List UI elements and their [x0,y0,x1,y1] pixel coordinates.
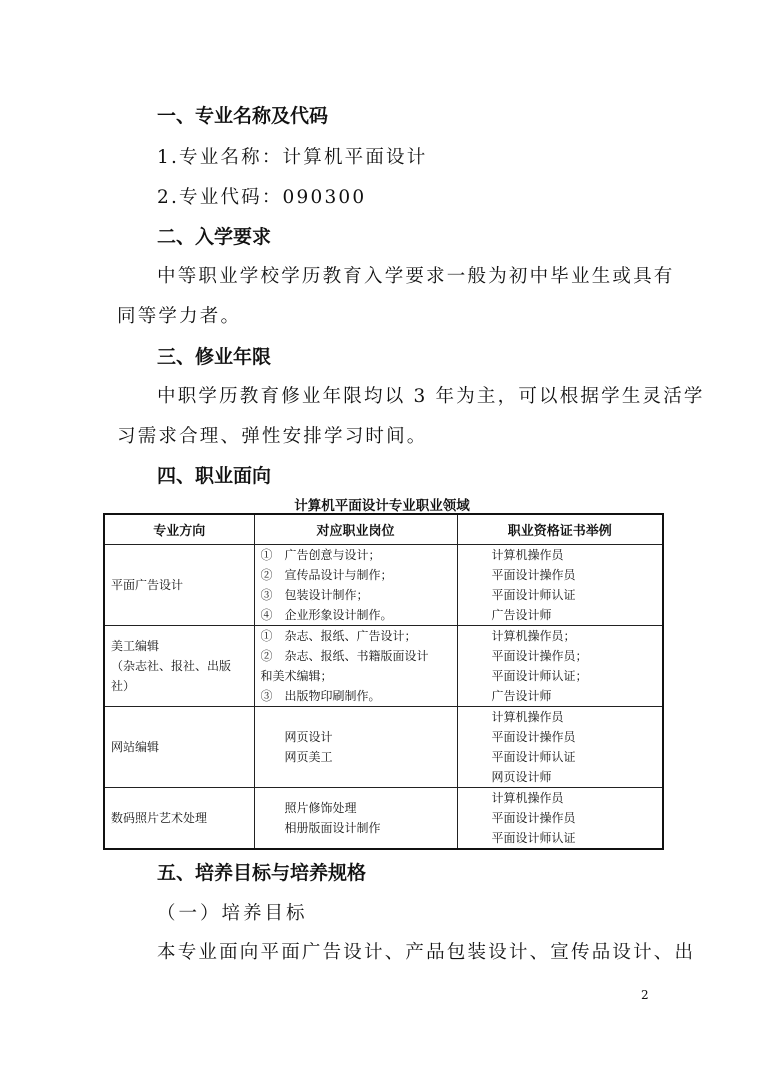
duration-text-line-2: 习需求合理、弹性安排学习时间。 [117,426,428,447]
post-item: 照片修饰处理 [284,801,357,815]
certs-cell [457,626,663,707]
admission-text-line-2: 同等学力者。 [117,306,242,327]
post-item: ③ 出版物印刷制作。 [260,689,381,703]
cert-item: 计算机操作员 [491,710,564,724]
posts-cell [254,788,457,850]
training-goal-text-line-1: 本专业面向平面广告设计、产品包装设计、宣传品设计、出 [157,942,696,963]
heading-section-4: 四、职业面向 [157,465,272,487]
direction-text: 社） [111,679,136,693]
column-header: 对应职业岗位 [254,514,457,545]
post-item: ③ 包装设计制作； [260,588,369,602]
subheading-training-goal: （一）培养目标 [157,903,308,924]
program-name-line: 1.专业名称：计算机平面设计 [157,147,428,168]
post-item: ② 宣传品设计与制作； [260,568,393,582]
table-row [104,545,663,626]
admission-text-line-1: 中等职业学校学历教育入学要求一般为初中毕业生或具有 [157,266,675,287]
posts-cell [254,626,457,707]
direction-cell [104,707,254,788]
cert-item: 平面设计操作员 [491,730,576,744]
posts-cell [254,545,457,626]
cert-item: 平面设计操作员 [491,568,576,582]
table-caption: 计算机平面设计专业职业领域 [294,498,470,514]
cert-item: 计算机操作员 [491,791,564,805]
direction-text: （杂志社、报社、出版 [111,659,232,673]
direction-text: 数码照片艺术处理 [111,811,208,825]
direction-text: 美工编辑 [111,639,160,653]
heading-section-2: 二、入学要求 [157,226,272,248]
cert-item: 平面设计师认证； [491,669,588,683]
post-item: ① 杂志、报纸、广告设计； [260,629,417,643]
cert-item: 平面设计师认证 [491,750,576,764]
program-code-line: 2.专业代码：090300 [157,187,367,208]
table-row [104,626,663,707]
post-item: 相册版面设计制作 [284,821,381,835]
cert-item: 计算机操作员； [491,629,576,643]
post-item: ④ 企业形象设计制作。 [260,608,393,622]
heading-section-3: 三、修业年限 [157,346,272,368]
direction-cell [104,626,254,707]
page-number: 2 [641,988,649,1002]
cert-item: 平面设计师认证 [491,588,576,602]
posts-cell [254,707,457,788]
direction-cell [104,545,254,626]
direction-text: 平面广告设计 [111,578,184,592]
cert-item: 广告设计师 [491,689,552,703]
heading-section-1: 一、专业名称及代码 [157,105,329,127]
post-item: 和美术编辑； [260,669,333,683]
table-header-row [104,514,663,545]
cert-item: 广告设计师 [491,608,552,622]
cert-item: 平面设计师认证 [491,831,576,845]
direction-text: 网站编辑 [111,740,160,754]
heading-section-5: 五、培养目标与培养规格 [157,862,367,884]
column-header: 专业方向 [104,514,254,545]
table-row [104,707,663,788]
cert-item: 平面设计操作员； [491,649,588,663]
certs-cell [457,788,663,850]
cert-item: 网页设计师 [491,770,552,784]
post-item: 网页设计 [284,730,333,744]
certs-cell [457,707,663,788]
post-item: 网页美工 [284,750,333,764]
cert-item: 平面设计操作员 [491,811,576,825]
duration-text-line-1: 中职学历教育修业年限均以 3 年为主，可以根据学生灵活学 [157,386,705,407]
table-row [104,788,663,850]
column-header: 职业资格证书举例 [457,514,663,545]
post-item: ① 广告创意与设计； [260,548,381,562]
post-item: ② 杂志、报纸、书籍版面设计 [260,649,429,663]
career-field-table [103,513,664,850]
cert-item: 计算机操作员 [491,548,564,562]
direction-cell [104,788,254,850]
certs-cell [457,545,663,626]
